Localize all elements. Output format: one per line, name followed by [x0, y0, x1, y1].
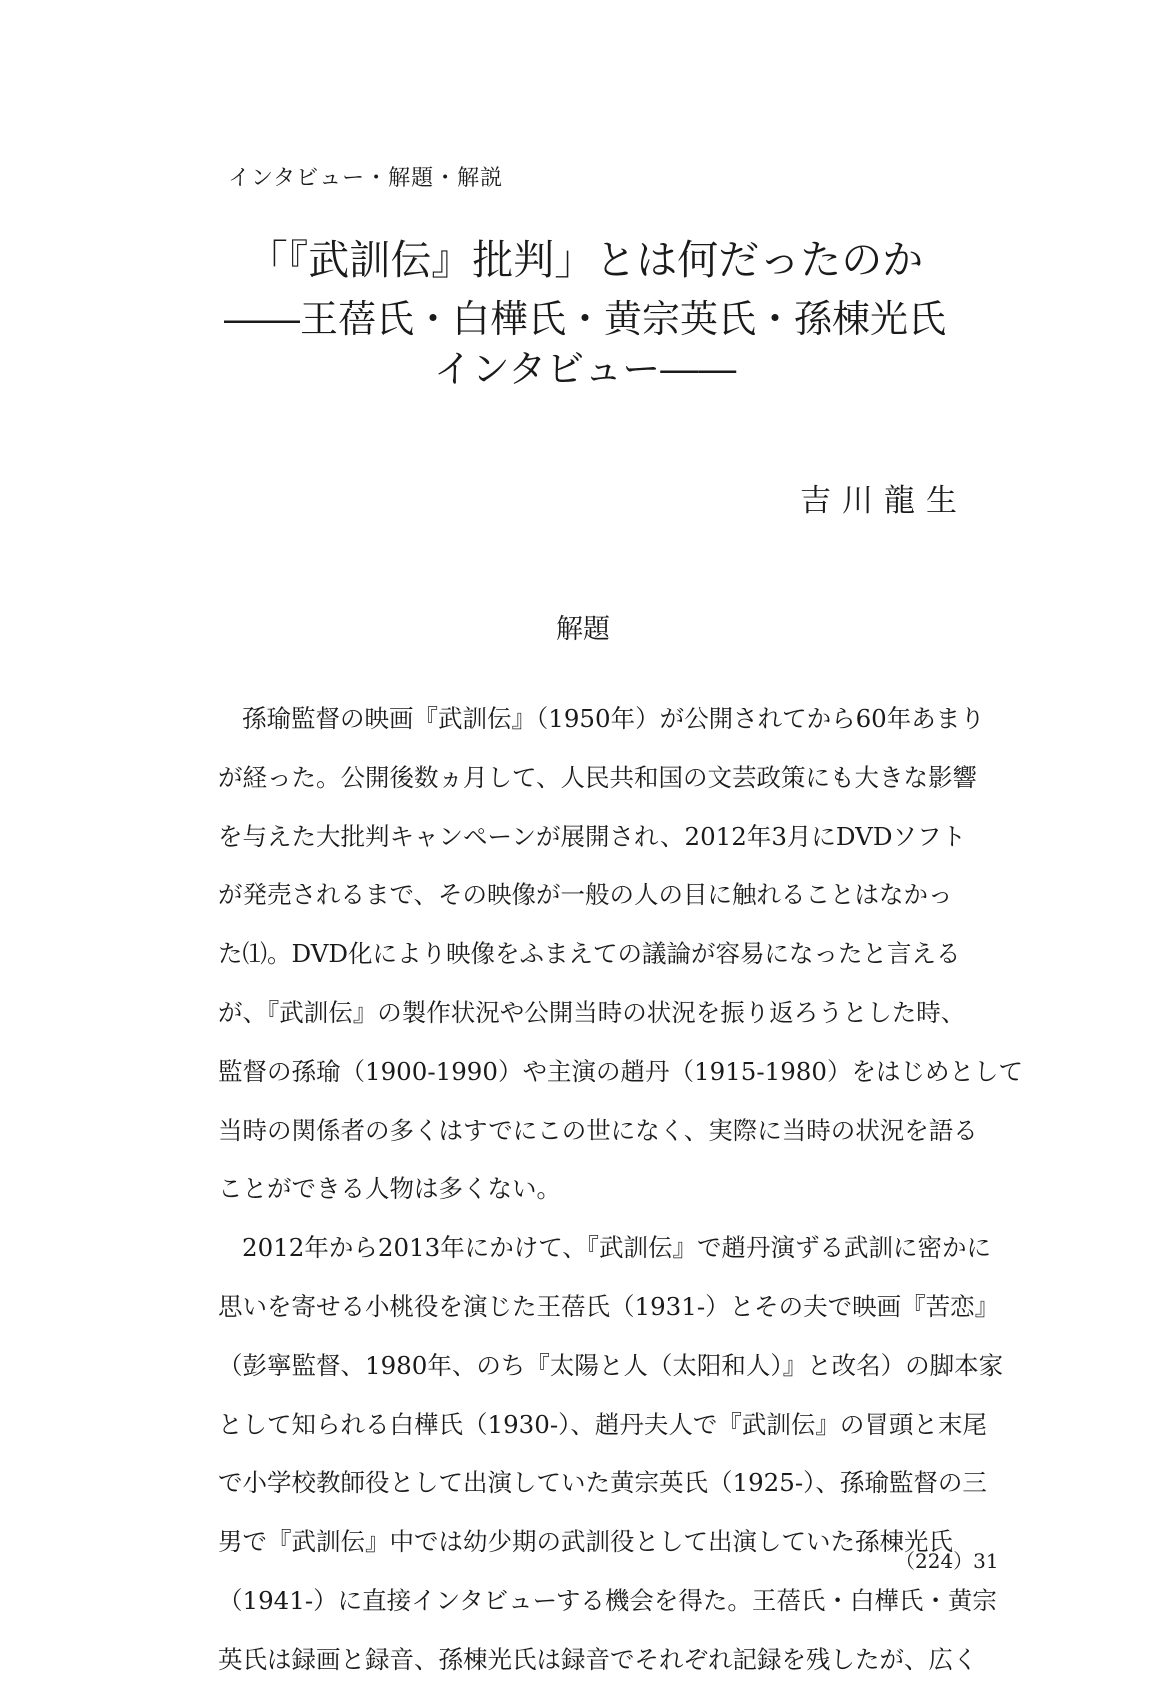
body-line: が経った。公開後数ヵ月して、人民共和国の文芸政策にも大きな影響	[218, 762, 978, 792]
body-line: 孫瑜監督の映画『武訓伝』（1950年）が公開されてから60年あまり	[242, 704, 985, 733]
body-line: 監督の孫瑜（1900-1990）や主演の趙丹（1915-1980）をはじめとして	[218, 1056, 1023, 1086]
body-line: 当時の関係者の多くはすでにこの世になく、実際に当時の状況を語る	[218, 1115, 978, 1145]
article-subtitle-line-1: ――王蓓氏・白樺氏・黄宗英氏・孫棟光氏	[223, 297, 946, 341]
section-heading: 解題	[556, 614, 610, 645]
body-line: が発売されるまで、その映像が一般の人の目に触れることはなかっ	[218, 880, 953, 910]
body-line: 2012年から2013年にかけて、『武訓伝』で趙丹演ずる武訓に密かに	[242, 1233, 991, 1263]
body-line: （1941-）に直接インタビューする機会を得た。王蓓氏・白樺氏・黄宗	[218, 1585, 997, 1615]
article-title: 「『武訓伝』批判」とは何だったのか	[246, 236, 924, 284]
article-subtitle-line-2: インタビュー――	[433, 347, 737, 391]
section-label: インタビュー・解題・解説	[228, 166, 504, 191]
body-line: 男で『武訓伝』中では幼少期の武訓役として出演していた孫棟光氏	[218, 1527, 953, 1557]
body-line: として知られる白樺氏（1930-）、趙丹夫人で『武訓伝』の冒頭と末尾	[218, 1409, 987, 1439]
body-line: 英氏は録画と録音、孫棟光氏は録音でそれぞれ記録を残したが、広く	[218, 1644, 978, 1674]
body-line: ことができる人物は多くない。	[218, 1174, 561, 1204]
body-line: 思いを寄せる小桃役を演じた王蓓氏（1931-）とその夫で映画『苦恋』	[218, 1291, 1000, 1321]
body-text	[218, 690, 1023, 1690]
body-line: を与えた大批判キャンペーンが展開され、2012年3月にDVDソフト	[218, 821, 966, 851]
body-line: た⑴。DVD化により映像をふまえての議論が容易になったと言える	[218, 939, 961, 969]
body-line: が、『武訓伝』の製作状況や公開当時の状況を振り返ろうとした時、	[218, 997, 966, 1027]
author-name: 吉川龍生	[800, 483, 968, 519]
body-line: で小学校教師役として出演していた黄宗英氏（1925-）、孫瑜監督の三	[218, 1468, 987, 1498]
body-line: （彭寧監督、1980年、のち『太陽と人（太阳和人）』と改名）の脚本家	[218, 1350, 1004, 1380]
page-number: （224）31	[895, 1549, 999, 1573]
